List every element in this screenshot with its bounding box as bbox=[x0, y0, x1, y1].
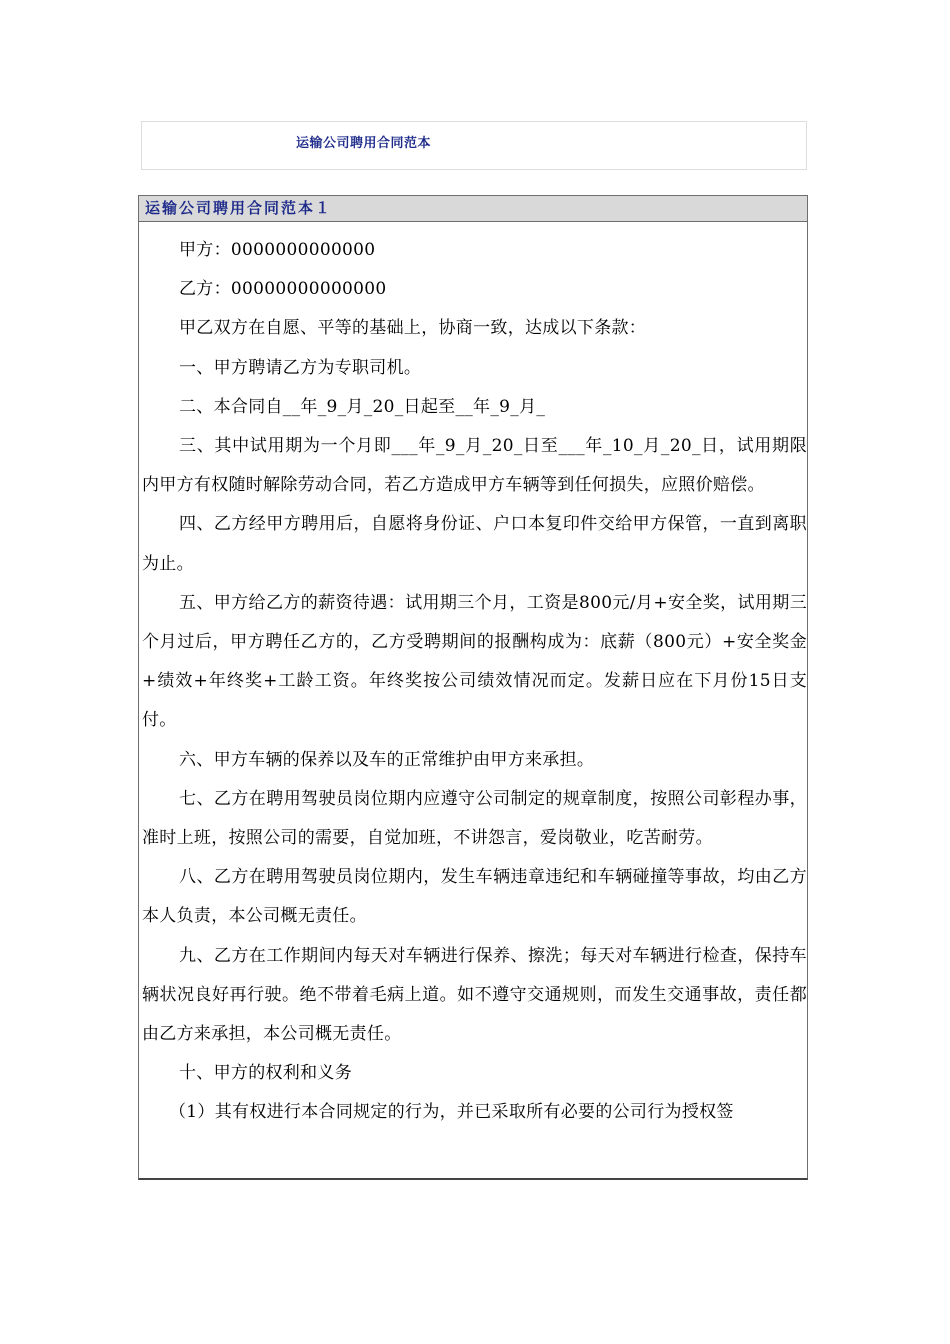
clause-7: 七、乙方在聘用驾驶员岗位期内应遵守公司制定的规章制度，按照公司彰程办事，准时上班，按照公司的需要，自觉加班，不讲怨言，爱岗敬业，吃苦耐劳。 bbox=[142, 788, 807, 849]
clause-6: 六、甲方车辆的保养以及车的正常维护由甲方来承担。 bbox=[179, 749, 595, 770]
document-header-box bbox=[141, 121, 807, 170]
clause-2: 二、本合同自__年_9_月_20_日起至__年_9_月_ bbox=[179, 396, 546, 417]
clause-1: 一、甲方聘请乙方为专职司机。 bbox=[179, 357, 422, 378]
party-b-line: 乙方：00000000000000 bbox=[179, 279, 387, 300]
clause-9: 九、乙方在工作期间内每天对车辆进行保养、擦洗；每天对车辆进行检查，保持车辆状况良好再行驶。绝不带着毛病上道。如不遵守交通规则，而发生交通事故，责任都由乙方来承担，本公司概无责任。 bbox=[142, 945, 807, 1045]
clause-5: 五、甲方给乙方的薪资待遇：试用期三个月，工资是800元/月+安全奖，试用期三个月过后，甲方聘任乙方的，乙方受聘期间的报酬构成为：底薪（800元）+安全奖金+绩效+年终奖+工龄工资。年终奖按公司绩效情况而定。发薪日应在下月份15日支付。 bbox=[142, 592, 807, 731]
contract-heading: 运输公司聘用合同范本１ bbox=[139, 196, 807, 222]
preamble-paragraph: 甲乙双方在自愿、平等的基础上，协商一致，达成以下条款： bbox=[179, 318, 647, 339]
clause-10: 十、甲方的权利和义务 bbox=[179, 1063, 352, 1084]
clause-8: 八、乙方在聘用驾驶员岗位期内，发生车辆违章违纪和车辆碰撞等事故，均由乙方本人负责，本公司概无责任。 bbox=[142, 867, 807, 927]
header-title: 运输公司聘用合同范本 bbox=[296, 136, 432, 151]
party-a-line: 甲方：0000000000000 bbox=[179, 240, 376, 260]
contract-document bbox=[138, 195, 808, 1180]
contract-body bbox=[139, 231, 807, 1133]
clause-4: 四、乙方经甲方聘用后，自愿将身份证、户口本复印件交给甲方保管，一直到离职为止。 bbox=[142, 514, 807, 574]
clause-3: 三、其中试用期为一个月即___年_9_月_20_日至___年_10_月_20_日，试用期限内甲方有权随时解除劳动合同，若乙方造成甲方车辆等到任何损失，应照价赔偿。 bbox=[142, 436, 807, 496]
clause-10-item-1: （1）其有权进行本合同规定的行为，并已采取所有必要的公司行为授权签 bbox=[169, 1102, 734, 1123]
